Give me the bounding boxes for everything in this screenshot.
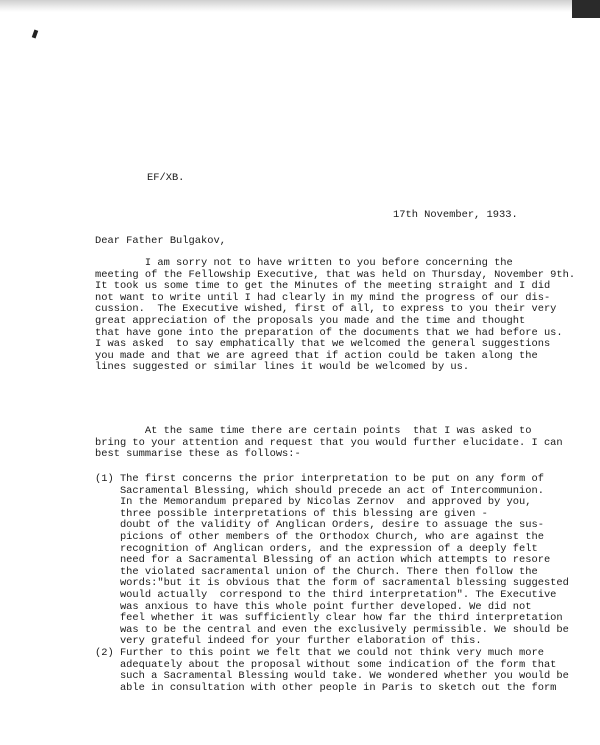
paragraph-line: very grateful indeed for your further elaboration of this. (95, 635, 482, 648)
paragraph-line: great appreciation of the proposals you made and the time and thought (95, 314, 526, 327)
paragraph-line: need for a Sacramental Blessing of an action which attempts to resore (95, 554, 551, 567)
paragraph-line: would actually correspond to the third interpretation". The Executive (95, 588, 557, 601)
paragraph-line: bring to your attention and request that you would further elucidate. I can (95, 436, 563, 449)
paragraph-line: At the same time there are certain points that I was asked to (95, 425, 532, 437)
paragraph-line: adequately about the proposal without some indication of the form that (95, 658, 557, 671)
letter-date: 17th November, 1933. (393, 209, 518, 221)
paragraph-line: doubt of the validity of Anglican Orders, desire to assuage the sus- (95, 519, 544, 532)
point-1 (95, 474, 569, 648)
paragraph-line: three possible interpretations of this blessing are given - (95, 507, 488, 520)
paragraph-line: meeting of the Fellowship Executive, that was held on Thursday, November 9th. (95, 268, 576, 281)
paragraph-line: picions of other members of the Orthodox Church, who are against the (95, 530, 544, 543)
scan-top-edge (0, 0, 600, 12)
paragraph-2 (95, 426, 563, 461)
salutation: Dear Father Bulgakov, (95, 235, 226, 247)
paragraph-line: words:"but it is obvious that the form of sacramental blessing suggested (95, 577, 569, 590)
paragraph-line: you made and that we are agreed that if action could be taken along the (95, 349, 538, 362)
paragraph-line: recognition of Anglican orders, and the expression of a deeply felt (95, 542, 538, 555)
paragraph-line: cussion. The Executive wished, first of all, to express to you their very (95, 303, 557, 316)
paragraph-line: I was asked to say emphatically that we welcomed the general suggestions (95, 338, 551, 351)
paragraph-line: It took us some time to get the Minutes of the meeting straight and I did (95, 280, 551, 293)
paragraph-1 (95, 258, 575, 374)
paragraph-line: In the Memorandum prepared by Nicolas Zernov and approved by you, (95, 496, 532, 509)
scan-punch-mark (32, 30, 38, 39)
paragraph-line: I am sorry not to have written to you before concerning the (95, 257, 513, 269)
paragraph-line: was anxious to have this whole point further developed. We did not (95, 600, 532, 613)
paragraph-line: Sacramental Blessing, which should precede an act of Intercommunion. (95, 484, 544, 497)
paragraph-line: lines suggested or similar lines it would be welcomed by us. (95, 361, 470, 374)
paragraph-line: feel whether it was sufficiently clear how far the third interpretation (95, 612, 563, 625)
paragraph-line: best summarise these as follows:- (95, 448, 301, 461)
paragraph-line: such a Sacramental Blessing would take. We wondered whether you would be (95, 670, 569, 683)
paragraph-line: (1) The first concerns the prior interpretation to be put on any form of (95, 473, 544, 485)
paragraph-line: (2) Further to this point we felt that we could not think very much more (95, 647, 544, 659)
paragraph-line: not want to write until I had clearly in my mind the progress of our dis- (95, 291, 551, 304)
paragraph-line: able in consultation with other people in Paris to sketch out the form (95, 681, 557, 694)
paragraph-line: was to be the central and even the exclusively permissible. We should be (95, 623, 569, 636)
point-2 (95, 648, 569, 694)
reference-code: EF/XB. (147, 172, 185, 184)
paragraph-line: that have gone into the preparation of the documents that we had before us. (95, 326, 563, 339)
scan-corner-shadow (572, 0, 600, 18)
paragraph-line: the violated sacramental union of the Church. There then follow the (95, 565, 538, 578)
